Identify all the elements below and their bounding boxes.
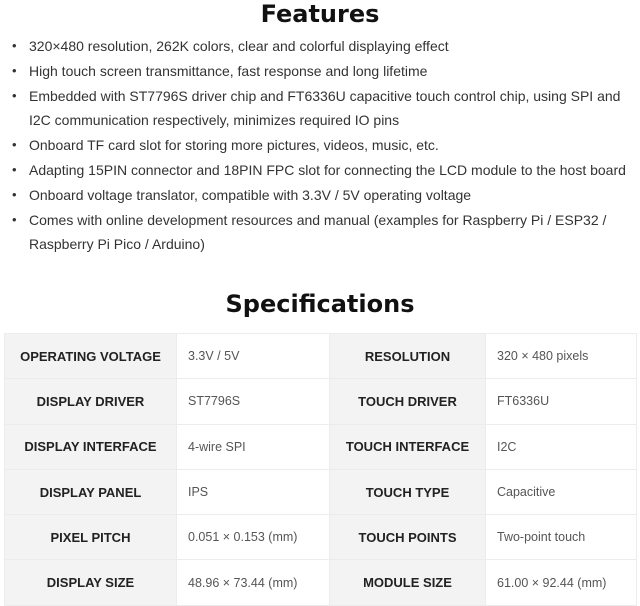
- feature-item: [10, 158, 635, 183]
- feature-text: Onboard voltage translator, compatible with 3.3V / 5V operating voltage: [29, 186, 472, 203]
- bullet-icon: •: [12, 62, 17, 78]
- bullet-icon: •: [12, 87, 17, 103]
- spec-row: [5, 424, 637, 469]
- spec-label: DISPLAY PANEL: [5, 469, 177, 514]
- spec-value: I2C: [486, 424, 637, 469]
- spec-label: DISPLAY INTERFACE: [5, 424, 177, 469]
- spec-value: ST7796S: [177, 379, 330, 424]
- feature-text: Adapting 15PIN connector and 18PIN FPC slot for connecting the LCD module to the host board: [29, 161, 626, 178]
- spec-label: DISPLAY DRIVER: [5, 379, 177, 424]
- spec-value: Two-point touch: [486, 515, 637, 560]
- specifications-table: [4, 333, 637, 606]
- feature-text: I2C communication respectively, minimizes required IO pins: [29, 112, 400, 129]
- bullet-icon: •: [12, 186, 17, 202]
- spec-value: 0.051 × 0.153 (mm): [177, 515, 330, 560]
- feature-text: Raspberry Pi Pico / Arduino): [29, 236, 205, 253]
- feature-item: [10, 133, 635, 158]
- feature-item: [10, 183, 635, 208]
- spec-value: 48.96 × 73.44 (mm): [177, 560, 330, 605]
- spec-value: 61.00 × 92.44 (mm): [486, 560, 637, 605]
- feature-item: [10, 84, 635, 109]
- bullet-icon: •: [12, 137, 17, 153]
- spec-value: 3.3V / 5V: [177, 334, 330, 379]
- spec-label: TOUCH INTERFACE: [330, 424, 486, 469]
- specifications-table-body: [5, 334, 637, 606]
- spec-label: PIXEL PITCH: [5, 515, 177, 560]
- feature-text: Embedded with ST7796S driver chip and FT6336U capacitive touch control chip, using SPI and: [29, 87, 621, 104]
- spec-label: MODULE SIZE: [330, 560, 486, 605]
- spec-row: [5, 469, 637, 514]
- spec-row: [5, 379, 637, 424]
- spec-label: DISPLAY SIZE: [5, 560, 177, 605]
- bullet-icon: •: [12, 211, 17, 227]
- feature-text: Onboard TF card slot for storing more pictures, videos, music, etc.: [29, 137, 439, 154]
- bullet-icon: •: [12, 161, 17, 177]
- feature-item: [10, 108, 635, 133]
- spec-label: TOUCH TYPE: [330, 469, 486, 514]
- features-title: Features: [260, 0, 380, 28]
- spec-label: OPERATING VOLTAGE: [5, 334, 177, 379]
- spec-label: TOUCH POINTS: [330, 515, 486, 560]
- feature-item: [10, 34, 635, 59]
- spec-value: Capacitive: [486, 469, 637, 514]
- feature-item: [10, 208, 635, 233]
- feature-text: 320×480 resolution, 262K colors, clear and colorful displaying effect: [29, 38, 449, 54]
- spec-value: 4-wire SPI: [177, 424, 330, 469]
- spec-label: RESOLUTION: [330, 334, 486, 379]
- spec-row: [5, 334, 637, 379]
- spec-row: [5, 515, 637, 560]
- spec-value: FT6336U: [486, 379, 637, 424]
- feature-item: [10, 59, 635, 84]
- features-list: [10, 34, 635, 257]
- bullet-icon: •: [12, 38, 17, 53]
- spec-label: TOUCH DRIVER: [330, 379, 486, 424]
- spec-value: 320 × 480 pixels: [486, 334, 637, 379]
- spec-row: [5, 560, 637, 605]
- feature-text: Comes with online development resources and manual (examples for Raspberry Pi / ESP32 /: [29, 211, 607, 228]
- feature-text: High touch screen transmittance, fast response and long lifetime: [29, 62, 428, 79]
- specifications-title: Specifications: [225, 290, 415, 318]
- feature-item: [10, 232, 635, 257]
- spec-value: IPS: [177, 469, 330, 514]
